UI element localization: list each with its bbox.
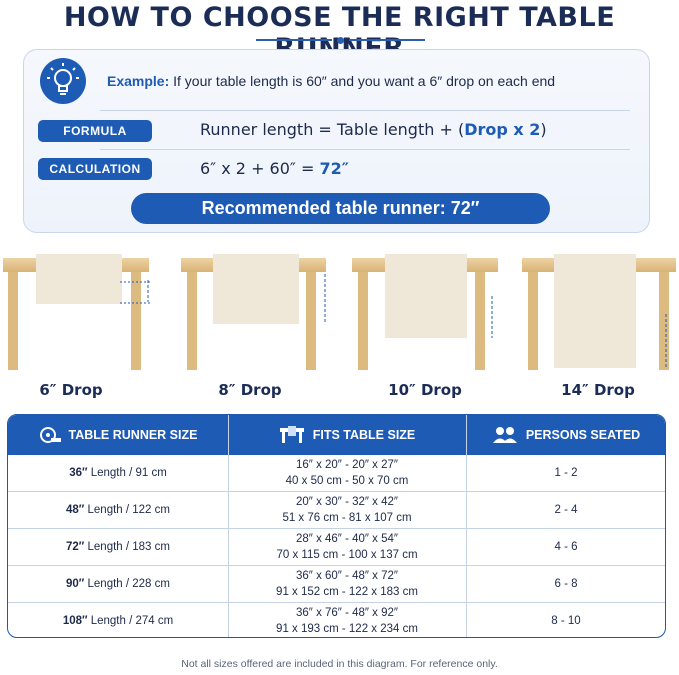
title-rule-left — [256, 39, 332, 41]
example-text — [107, 73, 555, 89]
lightbulb-icon — [40, 58, 86, 104]
example-description: If your table length is 60″ and you want a 6″ drop on each end — [173, 73, 556, 89]
header-fits-table-label: FITS TABLE SIZE — [312, 428, 416, 442]
title-dot — [337, 37, 344, 44]
runner-length-in: 36″ — [69, 467, 88, 479]
table-row-runner-size — [8, 492, 228, 528]
recommended-banner: Recommended table runner: 72″ — [131, 193, 550, 224]
table-row-runner-size — [8, 529, 228, 565]
calculation-expression: 6″ x 2 + 60″ = — [200, 159, 320, 178]
table-illustrations — [0, 250, 679, 375]
table-row-runner-size — [8, 603, 228, 638]
formula-pill: FORMULA — [38, 120, 152, 142]
fit-size-cm: 51 x 76 cm - 81 x 107 cm — [282, 512, 412, 524]
fit-size-cm: 70 x 115 cm - 100 x 137 cm — [276, 549, 418, 561]
formula-suffix: ) — [540, 120, 547, 139]
table-row-persons: 8 - 10 — [551, 615, 581, 627]
title-rule-right — [349, 39, 425, 41]
fit-size-in: 16″ x 20″ - 20″ x 27″ — [296, 459, 398, 471]
table-row-persons: 2 - 4 — [554, 504, 578, 516]
table-8-drop-illustration — [181, 254, 326, 370]
table-row-fits — [228, 603, 466, 638]
fit-size-in: 36″ x 60″ - 48″ x 72″ — [296, 570, 398, 582]
formula-highlight: Drop x 2 — [464, 120, 541, 139]
runner-length-cm: Length / 91 cm — [87, 467, 167, 479]
table-10-drop-illustration — [352, 254, 498, 370]
runner-length-in: 90″ — [66, 578, 85, 590]
fit-size-cm: 91 x 152 cm - 122 x 183 cm — [276, 586, 418, 598]
table-6-drop-illustration — [3, 254, 152, 370]
header-persons-label: PERSONS SEATED — [525, 428, 641, 442]
runner-length-in: 48″ — [66, 504, 85, 516]
table-row-fits — [228, 566, 466, 602]
table-14-drop-illustration — [522, 254, 676, 370]
drop-label-8: 8″ Drop — [218, 381, 282, 399]
runner-length-cm: Length / 122 cm — [84, 504, 170, 516]
table-row-runner-size — [8, 455, 228, 491]
table-row-fits — [228, 492, 466, 528]
table-row-persons: 6 - 8 — [554, 578, 578, 590]
calculation-pill: CALCULATION — [38, 158, 152, 180]
fit-size-cm: 40 x 50 cm - 50 x 70 cm — [285, 475, 409, 487]
runner-length-in: 108″ — [62, 615, 88, 627]
table-row-persons: 4 - 6 — [554, 541, 578, 553]
formula-prefix: Runner length = Table length + ( — [200, 120, 465, 139]
runner-length-cm: Length / 274 cm — [87, 615, 174, 627]
table-icon — [279, 426, 305, 444]
fit-size-in: 36″ x 76″ - 48″ x 92″ — [296, 607, 398, 619]
table-row-fits — [228, 529, 466, 565]
table-row-fits — [228, 455, 466, 491]
calculation-text — [200, 159, 349, 178]
header-runner-size-label: TABLE RUNNER SIZE — [68, 428, 198, 442]
runner-length-cm: Length / 183 cm — [84, 541, 170, 553]
footnote: Not all sizes offered are included in this diagram. For reference only. — [181, 658, 498, 670]
formula-text — [200, 120, 547, 139]
persons-icon — [492, 426, 518, 444]
fit-size-cm: 91 x 193 cm - 122 x 234 cm — [276, 623, 418, 635]
divider — [100, 149, 630, 150]
page-title: HOW TO CHOOSE THE RIGHT TABLE — [63, 2, 616, 33]
tape-measure-icon — [39, 426, 61, 444]
drop-label-14: 14″ Drop — [561, 381, 635, 399]
fit-size-in: 20″ x 30″ - 32″ x 42″ — [296, 496, 398, 508]
runner-length-in: 72″ — [66, 541, 85, 553]
fit-size-in: 28″ x 46″ - 40″ x 54″ — [296, 533, 398, 545]
header-runner-size — [8, 415, 228, 455]
runner-length-cm: Length / 228 cm — [84, 578, 170, 590]
table-row-persons: 1 - 2 — [554, 467, 578, 479]
drop-label-10: 10″ Drop — [388, 381, 462, 399]
header-persons — [466, 415, 666, 455]
header-fits-table — [228, 415, 466, 455]
divider — [100, 110, 630, 111]
table-row-runner-size — [8, 566, 228, 602]
calculation-result: 72″ — [319, 159, 349, 178]
size-table — [7, 414, 666, 638]
drop-label-6: 6″ Drop — [39, 381, 103, 399]
example-label: Example: — [107, 73, 170, 89]
